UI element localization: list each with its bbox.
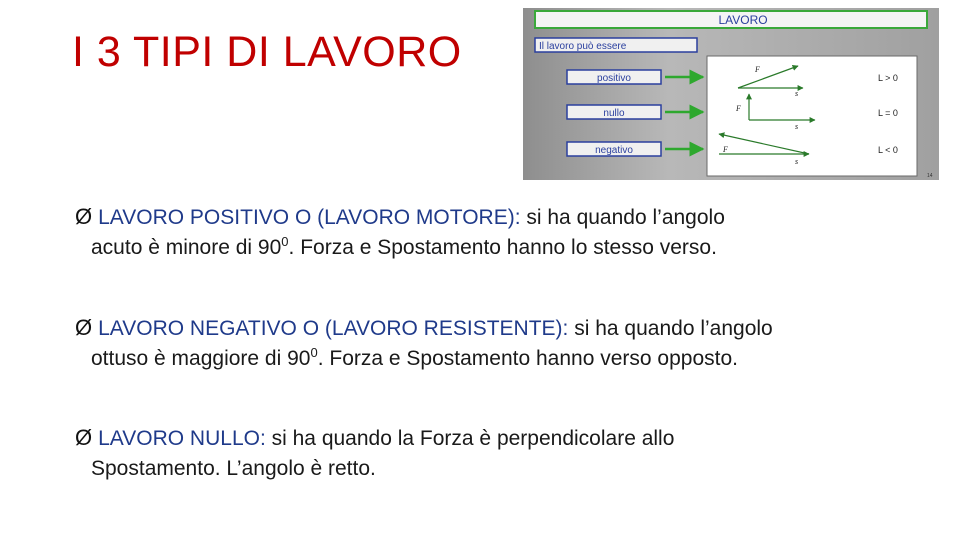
bullet-separator: : xyxy=(562,317,569,340)
label-positivo: positivo xyxy=(597,73,631,84)
result-negativo: L < 0 xyxy=(878,145,898,155)
bullet-text-line2: Spostamento. L’angolo è retto. xyxy=(91,457,376,480)
bullet-text-line2: acuto è minore di 90 xyxy=(91,236,282,259)
bullet-lead: LAVORO NEGATIVO O (LAVORO RESISTENTE) xyxy=(98,317,563,340)
figure-header: LAVORO xyxy=(718,13,768,27)
force-label-positivo: F xyxy=(755,65,760,74)
bullet-text-line2: ottuso è maggiore di 90 xyxy=(91,347,311,370)
bullet-text-line1: si ha quando l’angolo xyxy=(568,317,773,340)
bullet-arrow-icon: Ø xyxy=(75,425,93,450)
force-label-negativo: F xyxy=(723,145,728,154)
bullet-separator: : xyxy=(259,427,266,450)
bullet-arrow-icon: Ø xyxy=(75,204,93,229)
bullet-text-line1: si ha quando la Forza è perpendicolare allo xyxy=(265,427,675,450)
displacement-label-nullo: s xyxy=(795,122,799,131)
slide-title: I 3 TIPI DI LAVORO xyxy=(72,28,462,76)
label-negativo: negativo xyxy=(595,145,633,156)
bullet-text-line1: si ha quando l’angolo xyxy=(520,206,725,229)
bullet-separator: : xyxy=(514,206,521,229)
bullet-lead: LAVORO POSITIVO O (LAVORO MOTORE) xyxy=(98,206,515,229)
force-label-nullo: F xyxy=(736,104,741,113)
work-types-figure xyxy=(523,8,939,180)
bullet-lavoro-negativo xyxy=(75,313,905,374)
result-nullo: L = 0 xyxy=(878,108,898,118)
result-positivo: L > 0 xyxy=(878,73,898,83)
bullet-text-line2-end: . Forza e Spostamento hanno lo stesso verso. xyxy=(288,236,717,259)
bullet-lavoro-nullo xyxy=(75,423,905,484)
bullet-arrow-icon: Ø xyxy=(75,315,93,340)
degree-superscript: 0 xyxy=(281,234,289,249)
label-nullo: nullo xyxy=(603,108,625,119)
bullet-lead: LAVORO NULLO xyxy=(98,427,260,450)
figure-page-number: 14 xyxy=(927,173,933,179)
figure-subheader: Il lavoro può essere xyxy=(539,41,627,52)
displacement-label-negativo: s xyxy=(795,157,799,166)
bullet-lavoro-positivo xyxy=(75,202,905,263)
degree-superscript: 0 xyxy=(310,345,318,360)
displacement-label-positivo: s xyxy=(795,89,799,98)
bullet-text-line2-end: . Forza e Spostamento hanno verso opposto. xyxy=(317,347,738,370)
